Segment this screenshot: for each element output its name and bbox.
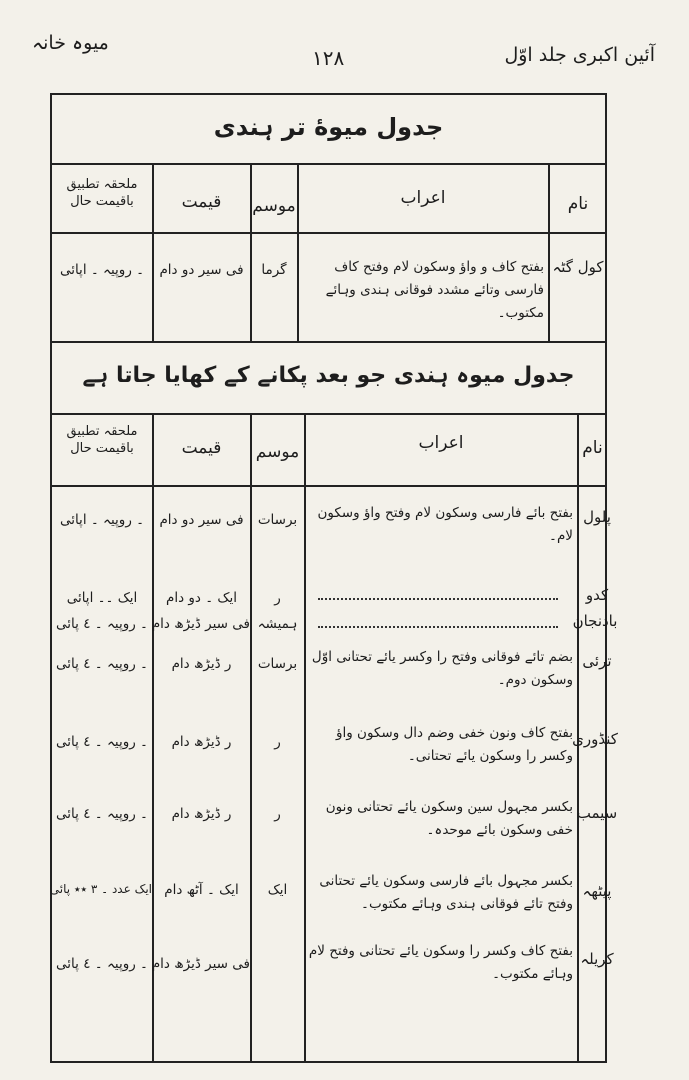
table1-row-season: گرما: [261, 262, 287, 278]
page-number: ۱۲۸: [312, 46, 345, 70]
table-row-price: فی سیر دو دام: [159, 512, 244, 528]
table-row-season: ایک: [267, 882, 288, 898]
table1-header-name: نام: [567, 194, 589, 214]
table1-row-name: کول گٹہ: [552, 258, 604, 276]
table2-title-rule: [50, 413, 607, 415]
table2-header-season: موسم: [255, 442, 300, 462]
table1-col-line: [250, 163, 252, 341]
table2-title: جدول میوہ ہندی جو بعد پکانے کے کھایا جاتا ہے: [82, 363, 575, 388]
empty-irab-dots: [318, 598, 558, 600]
table1-bottom-rule: [50, 341, 607, 343]
table2-col-line: [304, 413, 306, 1061]
table1-header-season: موسم: [252, 196, 296, 216]
table-row-current: ۔ روپیہ ۔ ٤ پائی: [56, 616, 148, 632]
table2-header-price: قیمت: [181, 438, 222, 458]
table2-header-name: نام: [582, 438, 603, 458]
table-row-name: سیمب: [576, 804, 618, 822]
table-row-current: ایک ۔۔ اپائی: [66, 590, 138, 606]
table1-title: جدول میوهٔ تر ہندی: [213, 113, 444, 141]
table1-title-rule: [50, 163, 607, 165]
table-row-irab: بفتح بائے فارسی وسکون لام وفتح واؤ وسکون لام۔: [317, 505, 573, 544]
table-row-current: ۔ روپیہ ۔ ٤ پائی: [56, 734, 148, 750]
table-row-name: بادنجان: [572, 612, 618, 630]
table-row-season: ر: [274, 734, 281, 750]
table1-header-price: قیمت: [181, 192, 222, 212]
table-row-price: ایک ۔ آٹھ دام: [164, 882, 239, 898]
table-row-season: برسات: [257, 512, 298, 528]
table-row-name: کریلہ: [580, 950, 614, 968]
table-row-irab: بکسر مجہول سین وسکون یائے تحتانی ونون خفی وسکون بائے موحدہ۔: [325, 799, 573, 838]
table1-header-current: ملحقہ تطبیق باقیمت حال: [66, 177, 138, 209]
table1-col-line: [152, 163, 154, 341]
table2-header-rule: [50, 485, 607, 487]
table-row-season: برسات: [257, 656, 298, 672]
table1-row-irab: بفتح کاف و واؤ وسکون لام وفتح کاف فارسی وتائے مشدد فوقانی ہندی وہائے مکتوب۔: [325, 259, 544, 321]
table-row-irab: بکسر مجہول بائے فارسی وسکون یائے تحتانی وفتح تائے فوقانی ہندی وہائے مکتوب۔: [319, 873, 573, 912]
table1-col-line: [548, 163, 550, 341]
table-row-price: فی سیر ڈیڑھ دام: [151, 956, 250, 972]
table-row-current: ۔ روپیہ ۔ ٤ پائی: [56, 806, 148, 822]
header-book-title: آئین اکبری جلد اوّل: [504, 44, 655, 66]
table-row-price: ایک ۔ دو دام: [165, 590, 238, 606]
table-row-season: ر: [274, 590, 281, 606]
table-row-name: ترئی: [582, 652, 612, 670]
table-border: [50, 93, 607, 1063]
table2-header-irab: اعراب: [418, 433, 464, 453]
table1-row-price: فی سیر دو دام: [159, 262, 244, 278]
table-row-current: ۔ روپیہ ۔ اپائی: [59, 512, 145, 528]
table-row-name: پلول: [583, 508, 611, 526]
table-row-name: کنڈوری: [572, 730, 618, 748]
table-row-current: ۔ روپیہ ۔ ٤ پائی: [56, 956, 148, 972]
table1-header-rule: [50, 232, 607, 234]
table-row-irab: بفتح کاف وکسر را وسکون یائے تحتانی وفتح لام وہائے مکتوب۔: [308, 943, 573, 982]
table-row-price: فی سیر ڈیڑھ دام: [151, 616, 250, 632]
table-row-name: کدو: [585, 586, 609, 604]
table-row-name: پیٹھہ: [582, 882, 612, 900]
table-row-season: ہمیشہ: [257, 616, 298, 632]
table-row-irab: بفتح کاف ونون خفی وضم دال وسکون واؤ وکسر را وسکون یائے تحتانی۔: [335, 725, 573, 764]
table-row-current: ۔ روپیہ ۔ ٤ پائی: [56, 656, 148, 672]
table-row-price: ر ڈیڑھ دام: [171, 656, 232, 672]
table1-row-current: ۔ روپیہ ۔ اپائی: [59, 262, 145, 278]
table-row-current: ایک عدد ۔ ۳ ٭٭ پائی: [49, 882, 152, 896]
header-section-title: میوہ خانہ: [32, 32, 109, 54]
empty-irab-dots: [318, 626, 558, 628]
table-row-price: ر ڈیڑھ دام: [171, 806, 232, 822]
table2-header-current: ملحقہ تطبیق باقیمت حال: [66, 424, 138, 456]
table-row-season: ر: [274, 806, 281, 822]
table-row-irab: بضم تائے فوقانی وفتح را وکسر یائے تحتانی اوّل وسکون دوم۔: [311, 649, 573, 688]
table1-header-irab: اعراب: [400, 188, 446, 208]
table-row-price: ر ڈیڑھ دام: [171, 734, 232, 750]
table1-col-line: [297, 163, 299, 341]
